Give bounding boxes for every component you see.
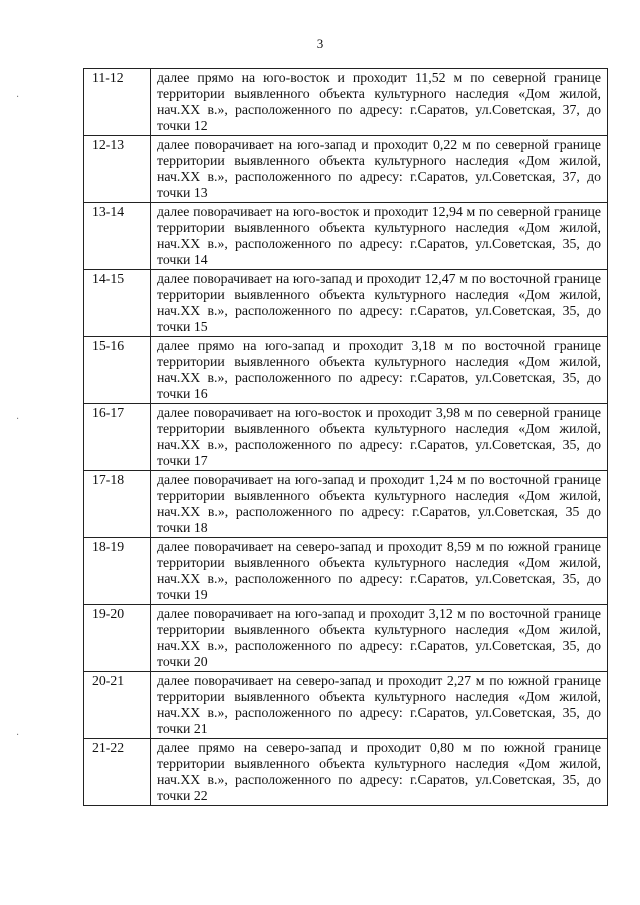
- segment-description-cell: далее поворачивает на юго-запад и проходит 0,22 м по северной границе территории выявленного объекта культурного наследия «Дом жилой, нач.XX в.», расположенного по адресу: г.Саратов, ул.Советская, 37, до точки 13: [151, 136, 608, 203]
- table-row: [84, 270, 608, 337]
- segment-cell: 11-12: [84, 69, 151, 136]
- table-row: [84, 739, 608, 806]
- segment-description-cell: далее поворачивает на северо-запад и проходит 2,27 м по южной границе территории выявленного объекта культурного наследия «Дом жилой, нач.XX в.», расположенного по адресу: г.Саратов, ул.Советская, 35, до точки 21: [151, 672, 608, 739]
- table-row: [84, 605, 608, 672]
- table-row: [84, 136, 608, 203]
- segment-description-cell: далее поворачивает на юго-запад и проходит 12,47 м по восточной границе территории выявленного объекта культурного наследия «Дом жилой, нач.XX в.», расположенного по адресу: г.Саратов, ул.Советская, 35, до точки 15: [151, 270, 608, 337]
- segment-description-cell: далее поворачивает на юго-восток и проходит 3,98 м по северной границе территории выявленного объекта культурного наследия «Дом жилой, нач.XX в.», расположенного по адресу: г.Саратов, ул.Советская, 35, до точки 17: [151, 404, 608, 471]
- segment-cell: 16-17: [84, 404, 151, 471]
- table-row: [84, 672, 608, 739]
- boundary-description-table: [83, 68, 608, 806]
- segment-cell: 20-21: [84, 672, 151, 739]
- segment-cell: 14-15: [84, 270, 151, 337]
- table-row: [84, 337, 608, 404]
- segment-cell: 12-13: [84, 136, 151, 203]
- segment-cell: 13-14: [84, 203, 151, 270]
- segment-description-cell: далее поворачивает на северо-запад и проходит 8,59 м по южной границе территории выявленного объекта культурного наследия «Дом жилой, нач.XX в.», расположенного по адресу: г.Саратов, ул.Советская, 35, до точки 19: [151, 538, 608, 605]
- segment-description-cell: далее прямо на юго-запад и проходит 3,18 м по восточной границе территории выявленного объекта культурного наследия «Дом жилой, нач.XX в.», расположенного по адресу: г.Саратов, ул.Советская, 35, до точки 16: [151, 337, 608, 404]
- segment-cell: 18-19: [84, 538, 151, 605]
- table-row: [84, 538, 608, 605]
- table-row: [84, 404, 608, 471]
- segment-cell: 21-22: [84, 739, 151, 806]
- scan-mark: ·: [16, 414, 20, 425]
- segment-cell: 15-16: [84, 337, 151, 404]
- table-body: [84, 69, 608, 806]
- scan-mark: ·: [16, 92, 20, 103]
- segment-cell: 19-20: [84, 605, 151, 672]
- table-row: [84, 471, 608, 538]
- scan-mark: ·: [16, 730, 20, 741]
- page-number: 3: [316, 36, 324, 51]
- segment-cell: 17-18: [84, 471, 151, 538]
- segment-description-cell: далее поворачивает на юго-запад и проходит 1,24 м по восточной границе территории выявленного объекта культурного наследия «Дом жилой, нач.XX в.», расположенного по адресу: г.Саратов, ул.Советская, 35 до точки 18: [151, 471, 608, 538]
- segment-description-cell: далее прямо на юго-восток и проходит 11,52 м по северной границе территории выявленного объекта культурного наследия «Дом жилой, нач.XX в.», расположенного по адресу: г.Саратов, ул.Советская, 37, до точки 12: [151, 69, 608, 136]
- segment-description-cell: далее поворачивает на юго-восток и проходит 12,94 м по северной границе территории выявленного объекта культурного наследия «Дом жилой, нач.XX в.», расположенного по адресу: г.Саратов, ул.Советская, 35, до точки 14: [151, 203, 608, 270]
- table-row: [84, 203, 608, 270]
- table-row: [84, 69, 608, 136]
- segment-description-cell: далее прямо на северо-запад и проходит 0,80 м по южной границе территории выявленного объекта культурного наследия «Дом жилой, нач.XX в.», расположенного по адресу: г.Саратов, ул.Советская, 35, до точки 22: [151, 739, 608, 806]
- segment-description-cell: далее поворачивает на юго-запад и проходит 3,12 м по восточной границе территории выявленного объекта культурного наследия «Дом жилой, нач.XX в.», расположенного по адресу: г.Саратов, ул.Советская, 35, до точки 20: [151, 605, 608, 672]
